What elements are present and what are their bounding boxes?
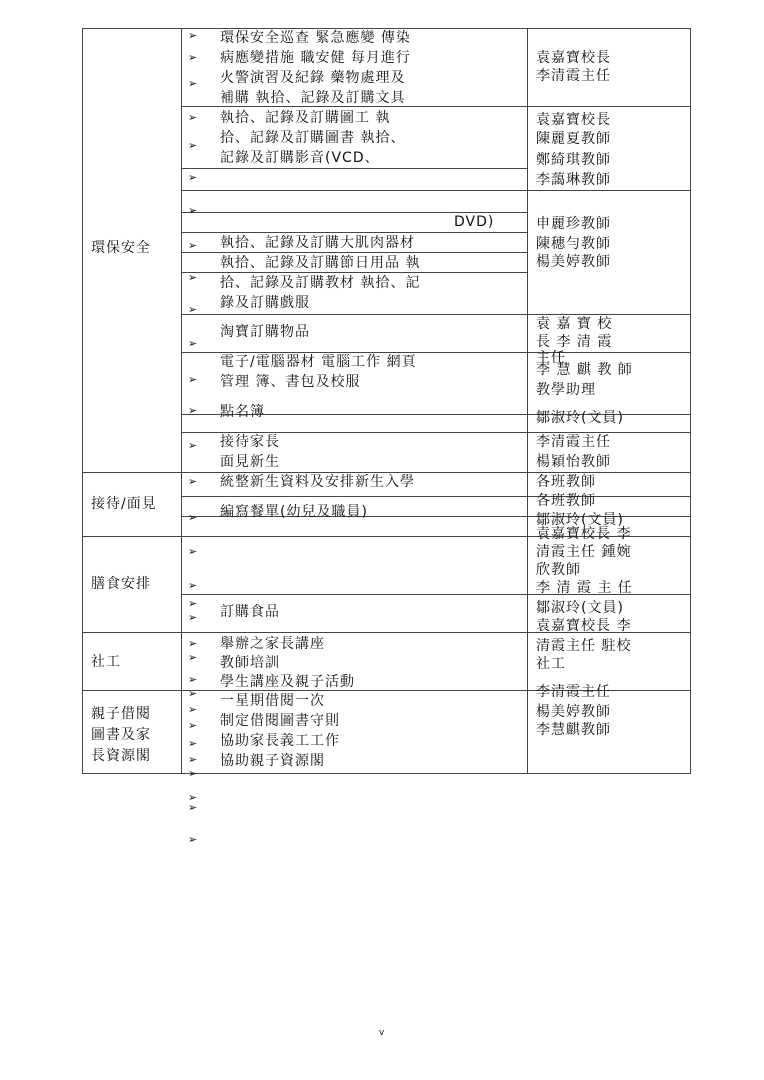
- arrow-bullet-icon: ➢: [188, 475, 198, 488]
- category-label: 社工: [91, 654, 121, 670]
- task-text: 管理 簿、書包及校服: [220, 374, 361, 390]
- task-text: 面見新生: [220, 454, 280, 470]
- task-text: 接待家長: [220, 434, 280, 450]
- owner-text: 鄒淑玲(文員): [536, 600, 624, 616]
- arrow-bullet-icon: ➢: [188, 651, 198, 664]
- owner-text: 教學助理: [536, 382, 596, 398]
- task-text: 協助親子資源閣: [220, 753, 325, 769]
- owner-text: 袁嘉寶校長: [536, 50, 611, 66]
- task-text: 火警演習及紀錄 藥物處理及: [220, 70, 406, 86]
- arrow-bullet-icon: ➢: [188, 597, 198, 610]
- owner-text: 欣教師: [536, 562, 581, 578]
- task-text: 環保安全巡查 緊急應變 傳染: [220, 30, 411, 46]
- owner-text: 清霞主任 鍾婉: [536, 544, 632, 560]
- owner-text: 袁嘉寶校長 李: [536, 526, 632, 542]
- owner-text: 陳穗勻教師: [536, 236, 611, 252]
- task-text: 協助家長義工工作: [220, 733, 340, 749]
- arrow-bullet-icon: ➢: [188, 171, 198, 184]
- arrow-bullet-icon: ➢: [188, 77, 198, 90]
- owner-text: 申麗珍教師: [536, 216, 611, 232]
- arrow-bullet-icon: ➢: [188, 204, 198, 217]
- arrow-bullet-icon: ➢: [188, 545, 198, 558]
- arrow-bullet-icon: ➢: [188, 579, 198, 592]
- arrow-bullet-icon: ➢: [188, 239, 198, 252]
- task-text: 拾、記錄及訂購圖書 執拾、: [220, 130, 406, 146]
- owner-text: 楊美婷教師: [536, 704, 611, 720]
- arrow-bullet-icon: ➢: [188, 511, 198, 524]
- owner-text: 清霞主任 駐校: [536, 638, 632, 654]
- category-label: 環保安全: [91, 240, 151, 256]
- task-text: 病應變措施 職安健 每月進行: [220, 50, 411, 66]
- task-text: 拾、記錄及訂購教材 執拾、記: [220, 275, 421, 291]
- owner-text: 李清霞主任: [536, 434, 611, 450]
- owner-text: 李 慧 麒 教 師: [536, 362, 633, 378]
- owner-text: 社工: [536, 656, 566, 672]
- arrow-bullet-icon: ➢: [188, 703, 198, 716]
- arrow-bullet-icon: ➢: [188, 791, 198, 804]
- arrow-bullet-icon: ➢: [188, 833, 198, 846]
- owner-text: 楊穎怡教師: [536, 454, 611, 470]
- owner-text: 陳麗夏教師: [536, 131, 611, 147]
- task-text: 執拾、記錄及訂購大肌肉器材: [220, 235, 415, 251]
- task-text: 舉辦之家長講座: [220, 636, 325, 652]
- task-text: 記錄及訂購影音(VCD、: [220, 150, 380, 166]
- task-text: 點名簿: [220, 404, 265, 420]
- task-text: 教師培訓: [220, 655, 280, 671]
- owner-text: 主任: [536, 350, 566, 366]
- arrow-bullet-icon: ➢: [188, 753, 198, 766]
- owner-text: 鄭綺琪教師: [536, 152, 611, 168]
- category-label: 接待/面見: [91, 496, 157, 512]
- arrow-bullet-icon: ➢: [188, 29, 198, 42]
- owner-text: 袁嘉寶校長 李: [536, 618, 632, 634]
- arrow-bullet-icon: ➢: [188, 719, 198, 732]
- arrow-bullet-icon: ➢: [188, 801, 198, 814]
- owner-text: 鄒淑玲(文員): [536, 410, 624, 426]
- arrow-bullet-icon: ➢: [188, 737, 198, 750]
- category-label: 膳食安排: [91, 576, 151, 592]
- task-text: 執拾、記錄及訂購節日用品 執: [220, 255, 421, 271]
- arrow-bullet-icon: ➢: [188, 373, 198, 386]
- owner-text: 李清霞主任: [536, 684, 611, 700]
- arrow-bullet-icon: ➢: [188, 139, 198, 152]
- task-text: 統整新生資料及安排新生入學: [220, 474, 415, 490]
- task-text: 學生講座及親子活動: [220, 674, 355, 690]
- task-text: DVD): [454, 214, 495, 230]
- owner-text: 鄒淑玲(文員): [536, 512, 624, 528]
- owner-text: 袁 嘉 寶 校: [536, 316, 613, 332]
- owner-text: 李 清 霞 主 任: [536, 580, 633, 596]
- arrow-bullet-icon: ➢: [188, 673, 198, 686]
- task-text: 制定借閱圖書守則: [220, 713, 340, 729]
- arrow-bullet-icon: ➢: [188, 637, 198, 650]
- page-number: v: [379, 1028, 385, 1038]
- task-text: 補購 執拾、記錄及訂購文具: [220, 90, 406, 106]
- owner-text: 各班教師: [536, 493, 596, 509]
- owner-text: 李清霞主任: [536, 68, 611, 84]
- arrow-bullet-icon: ➢: [188, 767, 198, 780]
- arrow-bullet-icon: ➢: [188, 337, 198, 350]
- owner-text: 楊美婷教師: [536, 254, 611, 270]
- task-text: 編寫餐單(幼兒及職員): [220, 504, 368, 520]
- arrow-bullet-icon: ➢: [188, 687, 198, 700]
- task-text: 訂購食品: [220, 604, 280, 620]
- owner-text: 李慧麒教師: [536, 722, 611, 738]
- task-text: 執拾、記錄及訂購圖工 執: [220, 110, 391, 126]
- task-text: 錄及訂購戲服: [220, 295, 310, 311]
- owner-text: 袁嘉寶校長: [536, 112, 611, 128]
- task-text: 電子/電腦器材 電腦工作 網頁: [220, 354, 417, 370]
- arrow-bullet-icon: ➢: [188, 404, 198, 417]
- arrow-bullet-icon: ➢: [188, 111, 198, 124]
- arrow-bullet-icon: ➢: [188, 611, 198, 624]
- arrow-bullet-icon: ➢: [188, 439, 198, 452]
- owner-text: 李藹琳教師: [536, 172, 611, 188]
- arrow-bullet-icon: ➢: [188, 271, 198, 284]
- task-text: 一星期借閱一次: [220, 693, 325, 709]
- task-text: 淘寶訂購物品: [220, 324, 310, 340]
- owner-text: 各班教師: [536, 474, 596, 490]
- owner-text: 長 李 清 霞: [536, 334, 613, 350]
- category-label: 長資源閣: [91, 748, 151, 764]
- category-label: 親子借閱: [91, 706, 151, 722]
- arrow-bullet-icon: ➢: [188, 51, 198, 64]
- arrow-bullet-icon: ➢: [188, 303, 198, 316]
- category-label: 圖書及家: [91, 727, 151, 743]
